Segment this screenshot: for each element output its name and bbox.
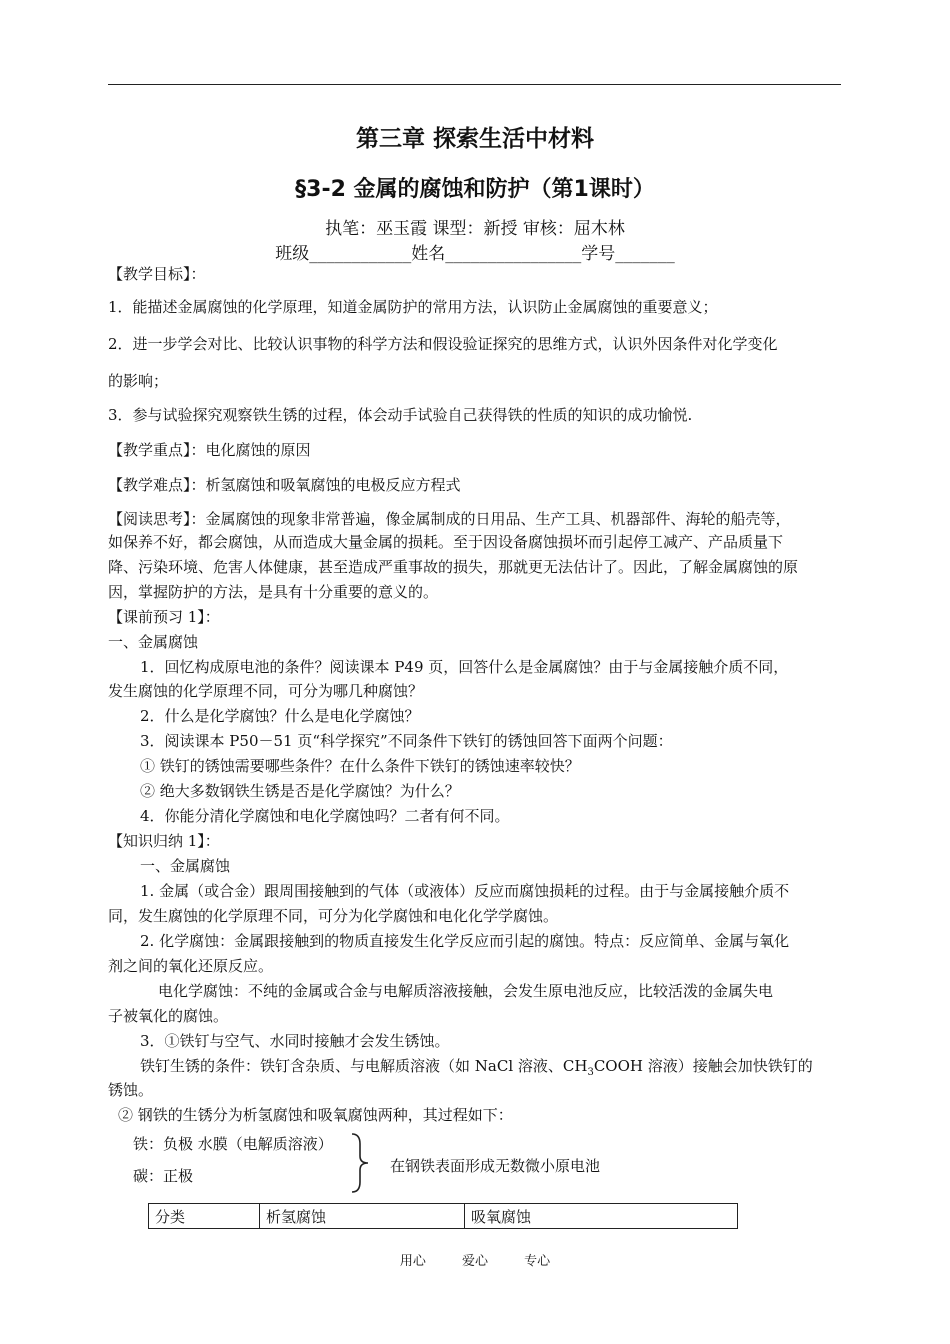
preview-q3a: ① 铁钉的锈蚀需要哪些条件？在什么条件下铁钉的锈蚀速率较快？ [140,757,580,775]
summary-p2-cont: 剂之间的氧化还原反应。 [108,957,274,975]
preview-q3: 3．阅读课本 P50－51 页“科学探究”不同条件下铁钉的锈蚀回答下面两个问题： [140,732,673,750]
corrosion-comparison-table [148,1203,738,1229]
chapter-title: 第三章 探索生活中材料 [355,126,594,152]
summary-p3-cont: 子被氧化的腐蚀。 [108,1007,229,1025]
key-point: 【教学重点】：电化腐蚀的原因 [108,441,311,459]
objective-1: 1．能描述金属腐蚀的化学原理，知道金属防护的常用方法，认识防止金属腐蚀的重要意义； [108,298,718,316]
reading-line-3: 降、污染环境、危害人体健康，甚至造成严重事故的损失，那就更无法估计了。因此，了解金属腐蚀的原 [108,558,799,576]
difficult-point: 【教学难点】：析氢腐蚀和吸氧腐蚀的电极反应方程式 [108,476,461,494]
preview-section: 一、金属腐蚀 [108,633,199,651]
top-rule [108,84,841,85]
diagram-carbon-label: 碳：正极 [133,1167,194,1185]
summary-p1-cont: 同，发生腐蚀的化学原理不同，可分为化学腐蚀和电化化学学腐蚀。 [108,907,559,925]
summary-p5: 铁钉生锈的条件：铁钉含杂质、与电解质溶液（如 NaCl 溶液、$CH_3COOH$ 溶液）接触会加快铁钉的 [140,1057,813,1078]
footer-item: 爱心 [461,1254,488,1269]
summary-p4: 3．①铁钉与空气、水同时接触才会发生锈蚀。 [140,1032,450,1050]
brace-icon [348,1132,376,1194]
preview-q1-cont: 发生腐蚀的化学原理不同，可分为哪几种腐蚀？ [108,682,424,700]
preview-heading: 【课前预习 1】： [108,608,220,626]
table-header-hydrogen: 析氢腐蚀 [260,1204,465,1229]
summary-p5-cont: 锈蚀。 [108,1081,154,1099]
summary-section: 一、金属腐蚀 [140,857,231,875]
reading-line-4: 因，掌握防护的方法，是具有十分重要的意义的。 [108,583,439,601]
student-info-line: 班级____________姓名________________学号_______ [275,244,675,264]
table-row [149,1204,738,1229]
objective-2-cont: 的影响； [108,372,169,390]
preview-q2: 2．什么是化学腐蚀？什么是电化学腐蚀？ [140,707,420,725]
reading-line-1: 【阅读思考】：金属腐蚀的现象非常普遍，像金属制成的日用品、生产工具、机器部件、海轮的船壳等， [108,510,791,528]
footer-item: 专心 [524,1254,551,1269]
summary-p2: 2. 化学腐蚀：金属跟接触到的物质直接发生化学反应而引起的腐蚀。特点：反应简单、金属与氧化 [140,932,790,950]
summary-heading: 【知识归纳 1】： [108,832,220,850]
summary-p6: ② 钢铁的生锈分为析氢腐蚀和吸氧腐蚀两种，其过程如下： [118,1106,513,1124]
section-title: §3-2 金属的腐蚀和防护（第1课时） [295,177,655,202]
reading-line-2: 如保养不好，都会腐蚀，从而造成大量金属的损耗。至于因设备腐蚀损坏而引起停工减产、产品质量下 [108,533,784,551]
diagram-result: 在钢铁表面形成无数微小原电池 [390,1157,601,1175]
preview-q4: 4．你能分清化学腐蚀和电化学腐蚀吗？二者有何不同。 [140,807,510,825]
table-header-oxygen: 吸氧腐蚀 [465,1204,738,1229]
summary-p3: 电化学腐蚀：不纯的金属或合金与电解质溶液接触，会发生原电池反应，比较活泼的金属失电 [158,982,774,1000]
table-header-category: 分类 [149,1204,260,1229]
preview-q3b: ② 绝大多数钢铁生锈是否是化学腐蚀？为什么？ [140,782,460,800]
author-line: 执笔：巫玉霞 课型：新授 审核：屈木林 [325,219,625,239]
objective-3: 3．参与试验探究观察铁生锈的过程，体会动手试验自己获得铁的性质的知识的成功愉悦. [108,406,693,424]
footer-item: 用心 [399,1254,426,1269]
objective-2: 2．进一步学会对比、比较认识事物的科学方法和假设验证探究的思维方式，认识外因条件对化学变化 [108,335,778,353]
page-footer [0,1250,950,1269]
summary-p1: 1. 金属（或合金）跟周围接触到的气体（或液体）反应而腐蚀损耗的过程。由于与金属接触介质不 [140,882,790,900]
diagram-iron-label: 铁：负极 水膜（电解质溶液） [133,1135,333,1153]
objectives-heading: 【教学目标】： [108,265,206,283]
preview-q1: 1．回忆构成原电池的条件？阅读课本 P49 页，回答什么是金属腐蚀？由于与金属接触介质不同， [140,658,789,676]
